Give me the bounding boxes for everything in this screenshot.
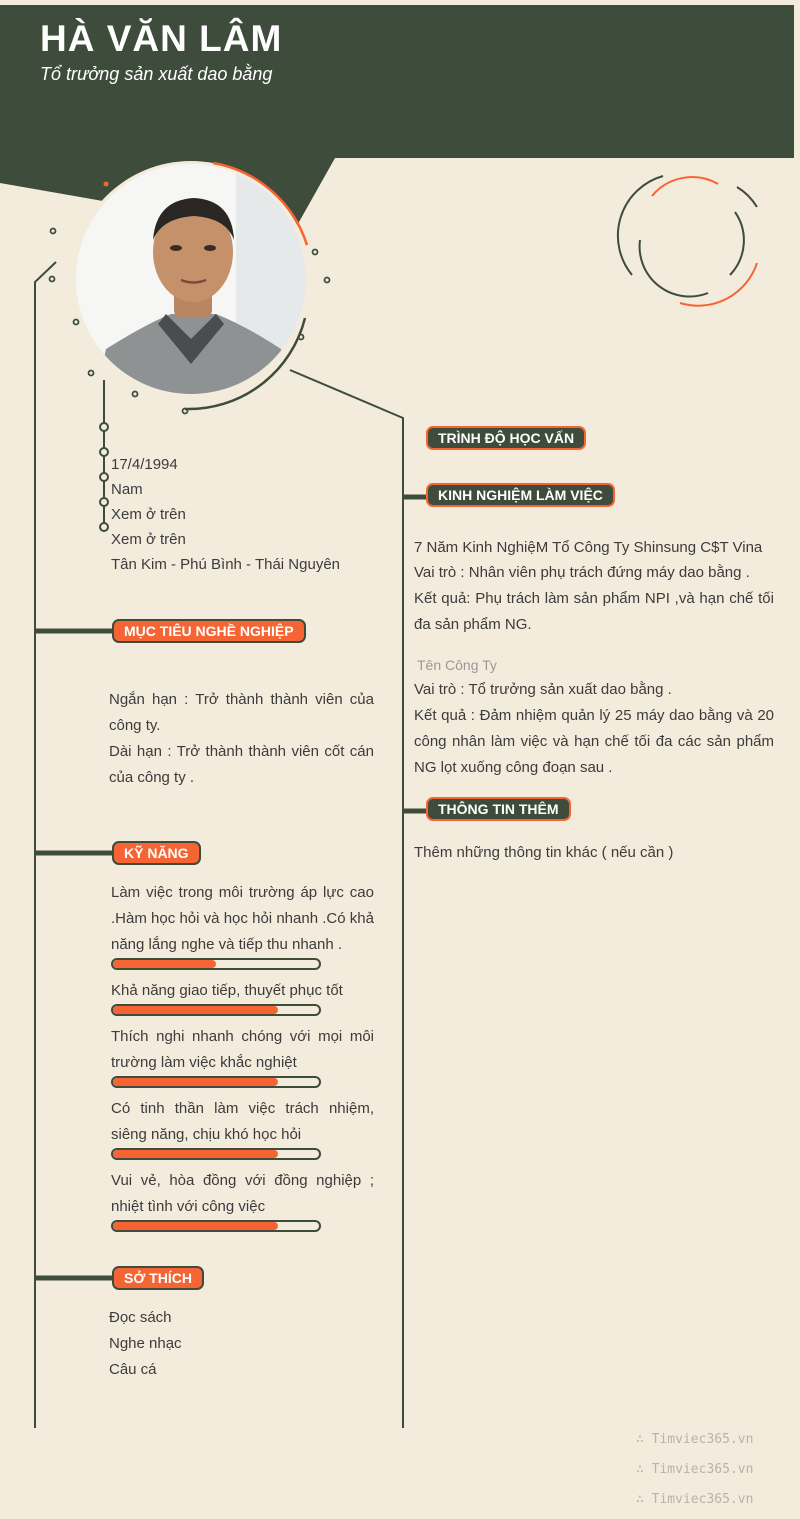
- job2-role: Vai trò : Tổ trưởng sản xuất dao bằng .: [414, 681, 672, 698]
- skill-text: Vui vẻ, hòa đồng với đồng nghiệp ; nhiệt tình với công việc: [111, 1172, 374, 1215]
- skills-heading: KỸ NĂNG: [112, 841, 201, 865]
- experience-heading: KINH NGHIỆM LÀM VIỆC: [426, 483, 615, 507]
- skill-bar-fill: [113, 960, 216, 968]
- job1-role: Vai trò : Nhân viên phụ trách đứng máy dao bằng .: [414, 564, 750, 581]
- skill-text: Làm việc trong môi trường áp lực cao .Hàm học hỏi và học hỏi nhanh .Có khả năng lắng nghe và tiếp thu nhanh .: [111, 884, 374, 953]
- avatar-photo: [76, 164, 306, 394]
- top-right-circles: [618, 176, 757, 306]
- left-timeline-line: [35, 262, 56, 1428]
- career-objective-heading: MỤC TIÊU NGHỀ NGHIỆP: [112, 619, 306, 643]
- hobbies-heading: SỞ THÍCH: [112, 1266, 204, 1290]
- hobby-item: Nghe nhạc: [109, 1335, 182, 1352]
- objective-short-term: Ngắn hạn : Trở thành thành viên của công ty.: [109, 691, 374, 734]
- job1-result: Kết quả: Phụ trách làm sản phẩm NPI ,và hạn chế tối đa sản phẩm NG.: [414, 590, 774, 633]
- job2-result: Kết quả : Đảm nhiệm quản lý 25 máy dao bằng và 20 công nhân làm việc và hạn chế tối đa các sản phẩm NG lọt xuống công đoạn sau .: [414, 707, 774, 776]
- skill-bar: [111, 1148, 321, 1160]
- birth-date: 17/4/1994: [111, 456, 178, 473]
- watermark: ∴ Timviec365.vn: [636, 1492, 754, 1507]
- skill-bar-fill: [113, 1006, 278, 1014]
- skill-bar: [111, 1076, 321, 1088]
- skill-text: Thích nghi nhanh chóng với mọi môi trường làm việc khắc nghiệt: [111, 1028, 374, 1071]
- candidate-name: HÀ VĂN LÂM: [40, 18, 283, 59]
- skill-bar: [111, 958, 321, 970]
- more-info-text: Thêm những thông tin khác ( nếu cần ): [414, 844, 674, 861]
- education-heading: TRÌNH ĐỘ HỌC VẤN: [426, 426, 586, 450]
- hobby-item: Câu cá: [109, 1361, 157, 1378]
- skill-text: Khả năng giao tiếp, thuyết phục tốt: [111, 982, 343, 999]
- gender: Nam: [111, 481, 143, 498]
- watermark: ∴ Timviec365.vn: [636, 1462, 754, 1477]
- avatar-orange-dot: [104, 182, 109, 187]
- skill-bar: [111, 1220, 321, 1232]
- job-title: Tổ trưởng sản xuất dao bằng: [40, 64, 273, 84]
- skill-text: Có tinh thần làm việc trách nhiệm, siêng năng, chịu khó học hỏi: [111, 1100, 374, 1143]
- skill-bar-fill: [113, 1078, 278, 1086]
- address: Tân Kim - Phú Bình - Thái Nguyên: [111, 556, 340, 573]
- email: Xem ở trên: [111, 531, 186, 548]
- avatar: [76, 164, 306, 394]
- job2-company: Tên Công Ty: [417, 657, 497, 673]
- skill-bar-fill: [113, 1150, 278, 1158]
- hobby-item: Đọc sách: [109, 1309, 172, 1326]
- job1-company: 7 Năm Kinh NghiệM Tổ Công Ty Shinsung C$T Vina: [414, 539, 763, 556]
- phone: Xem ở trên: [111, 506, 186, 523]
- watermark: ∴ Timviec365.vn: [636, 1432, 754, 1447]
- skill-bar: [111, 1004, 321, 1016]
- skill-bar-fill: [113, 1222, 278, 1230]
- objective-long-term: Dài hạn : Trở thành thành viên cốt cán của công ty .: [109, 743, 374, 786]
- more-info-heading: THÔNG TIN THÊM: [426, 797, 571, 821]
